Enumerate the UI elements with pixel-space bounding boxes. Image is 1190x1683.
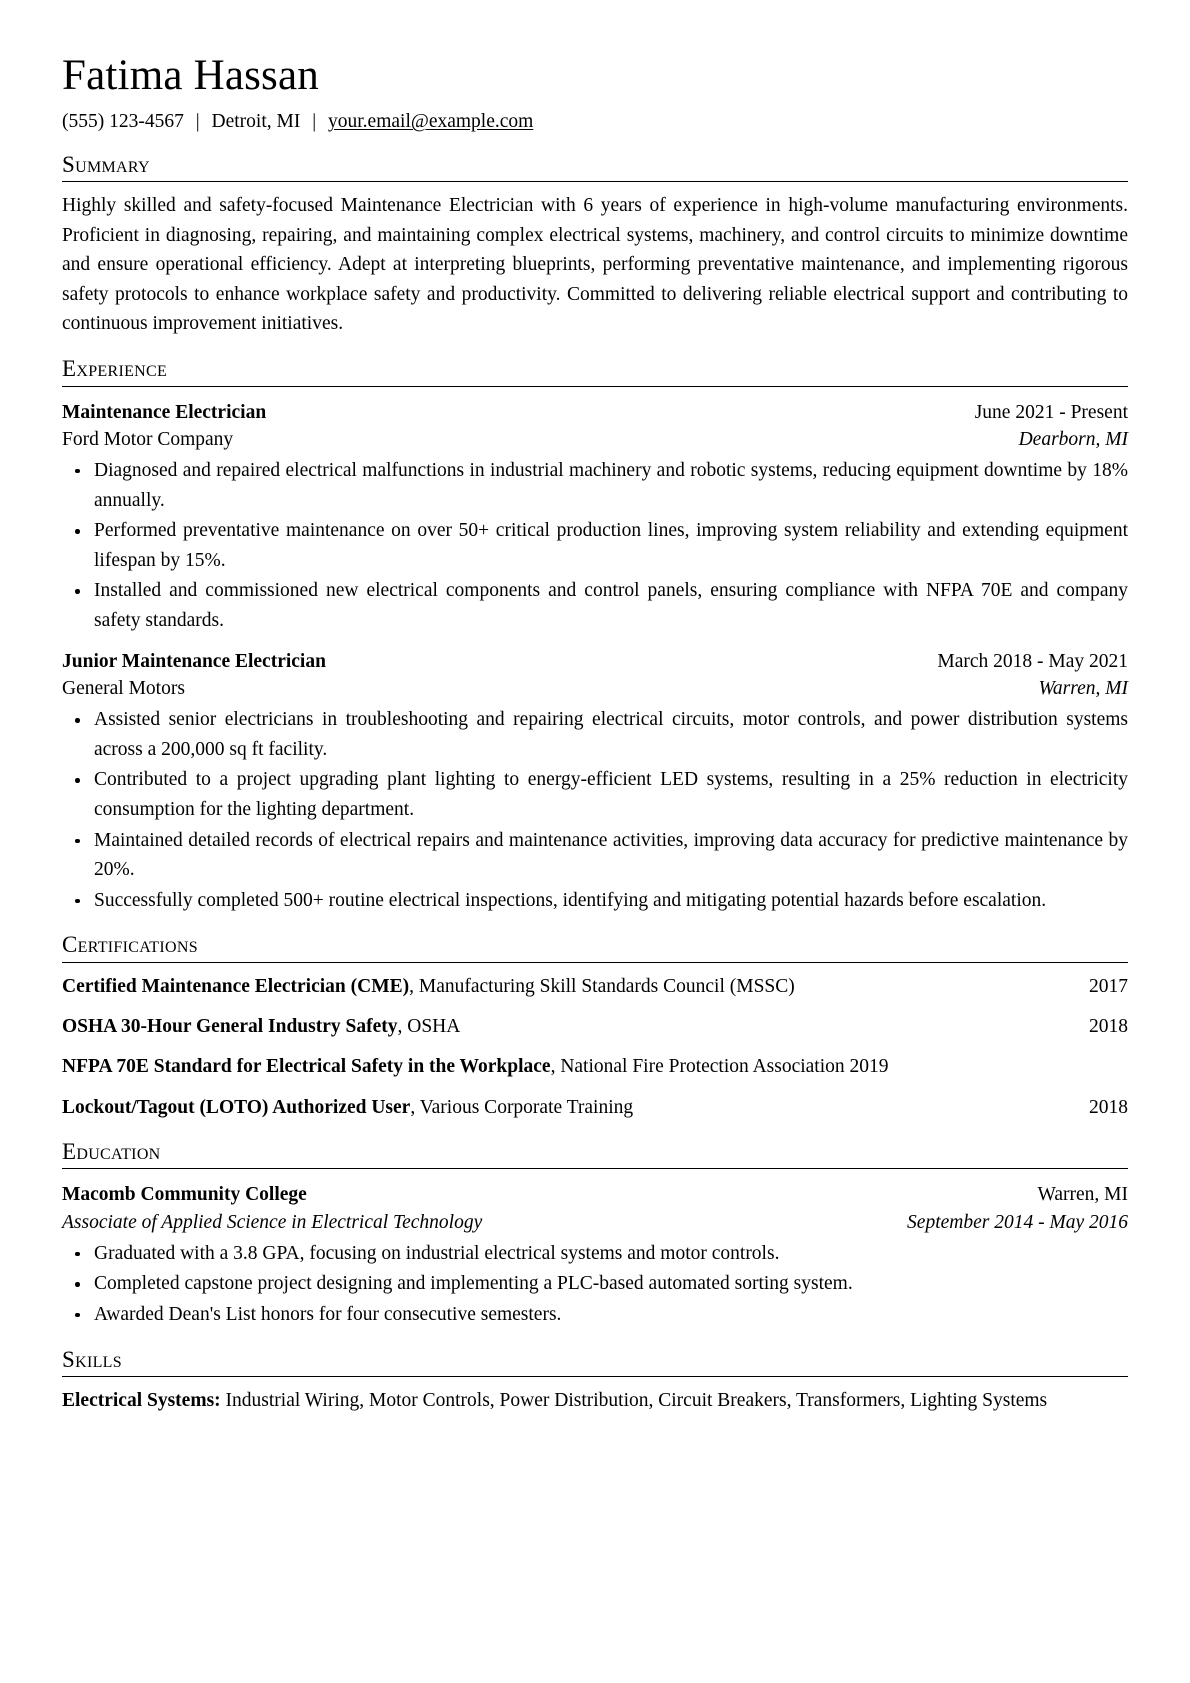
resume-header bbox=[62, 52, 1128, 135]
experience-org-row bbox=[62, 426, 1128, 454]
company-name: Ford Motor Company bbox=[62, 429, 234, 451]
location-text: Detroit, MI bbox=[211, 111, 301, 133]
job-bullet: Diagnosed and repaired electrical malfunctions in industrial machinery and robotic systems, reducing equipment downtime by 18% annually. bbox=[62, 456, 1128, 515]
education-degree-row bbox=[62, 1209, 1128, 1237]
section-rule bbox=[62, 962, 1128, 963]
job-bullet: Contributed to a project upgrading plant lighting to energy-efficient LED systems, resulting in a 25% reduction in electricity consumption for the lighting department. bbox=[62, 765, 1128, 824]
degree-name: Associate of Applied Science in Electrical Technology bbox=[62, 1211, 483, 1233]
certification-year: 2018 bbox=[1089, 1016, 1128, 1038]
job-bullet: Maintained detailed records of electrical repairs and maintenance activities, improving data accuracy for predictive maintenance by 20%. bbox=[62, 826, 1128, 885]
section-rule bbox=[62, 181, 1128, 182]
certification-name: NFPA 70E Standard for Electrical Safety in the Workplace bbox=[62, 1056, 551, 1078]
section-title-summary: Summary bbox=[62, 151, 150, 177]
phone-number: (555) 123-4567 bbox=[62, 111, 184, 133]
education-bullet: Graduated with a 3.8 GPA, focusing on industrial electrical systems and motor controls. bbox=[62, 1239, 1128, 1269]
job-location: Dearborn, MI bbox=[1018, 429, 1128, 451]
job-bullet: Assisted senior electricians in troubleshooting and repairing electrical circuits, motor controls, and power distribution systems across a 200,000 sq ft facility. bbox=[62, 705, 1128, 764]
section-education bbox=[62, 1139, 1128, 1330]
certification-year: 2018 bbox=[1089, 1096, 1128, 1118]
skill-group bbox=[62, 1386, 1128, 1416]
certification-separator: , bbox=[409, 975, 419, 997]
education-bullet: Awarded Dean's List honors for four consecutive semesters. bbox=[62, 1300, 1128, 1330]
job-bullet: Performed preventative maintenance on over 50+ critical production lines, improving system reliability and extending equipment lifespan by 15%. bbox=[62, 516, 1128, 575]
job-title: Maintenance Electrician bbox=[62, 401, 267, 423]
certification-separator: , bbox=[550, 1056, 561, 1078]
section-title-skills: Skills bbox=[62, 1346, 122, 1372]
certification-name: Certified Maintenance Electrician (CME) bbox=[62, 975, 410, 997]
section-rule bbox=[62, 386, 1128, 387]
contact-separator: | bbox=[195, 111, 200, 133]
job-title: Junior Maintenance Electrician bbox=[62, 650, 326, 672]
section-experience bbox=[62, 356, 1128, 915]
certification-name: Lockout/Tagout (LOTO) Authorized User bbox=[62, 1096, 411, 1118]
section-title-certifications: Certifications bbox=[62, 932, 198, 958]
experience-title-row bbox=[62, 399, 1128, 427]
job-dates: March 2018 - May 2021 bbox=[937, 650, 1128, 672]
job-location: Warren, MI bbox=[1038, 678, 1128, 700]
education-school-row bbox=[62, 1181, 1128, 1209]
education-dates: September 2014 - May 2016 bbox=[907, 1211, 1128, 1233]
education-bullet-list bbox=[62, 1239, 1128, 1330]
certification-issuer: National Fire Protection Association bbox=[560, 1056, 845, 1078]
certification-issuer: Manufacturing Skill Standards Council (MSSC) bbox=[418, 975, 795, 997]
certification-item bbox=[62, 1093, 1128, 1122]
certification-issuer: Various Corporate Training bbox=[419, 1096, 634, 1118]
section-rule bbox=[62, 1376, 1128, 1377]
skill-category: Electrical Systems: bbox=[62, 1389, 221, 1411]
certification-separator: , bbox=[410, 1096, 420, 1118]
summary-text: Highly skilled and safety-focused Maintenance Electrician with 6 years of experience in high-volume manufacturing environments. Proficient in diagnosing, repairing, and maintaining complex electrical systems, machinery, and control circuits to minimize downtime and ensure operational efficiency. Adept at interpreting blueprints, performing preventative maintenance, and implementing rigorous safety protocols to enhance workplace safety and productivity. Committed to delivering reliable electrical support and contributing to continuous improvement initiatives. bbox=[62, 194, 1128, 335]
contact-separator: | bbox=[312, 111, 317, 133]
job-dates: June 2021 - Present bbox=[974, 401, 1128, 423]
section-summary bbox=[62, 152, 1128, 340]
certification-issuer: OSHA bbox=[407, 1016, 461, 1038]
section-title-experience: Experience bbox=[62, 356, 168, 382]
certification-item bbox=[62, 1052, 1128, 1081]
experience-entry bbox=[62, 648, 1128, 916]
certification-item bbox=[62, 972, 1128, 1001]
job-bullet-list bbox=[62, 705, 1128, 915]
company-name: General Motors bbox=[62, 678, 185, 700]
experience-title-row bbox=[62, 648, 1128, 676]
email-link[interactable]: your.email@example.com bbox=[328, 111, 534, 133]
job-bullet: Installed and commissioned new electrical components and control panels, ensuring compliance with NFPA 70E and company safety standards. bbox=[62, 576, 1128, 635]
certification-year: 2019 bbox=[849, 1056, 889, 1078]
education-bullet: Completed capstone project designing and implementing a PLC-based automated sorting system. bbox=[62, 1269, 1128, 1299]
candidate-name: Fatima Hassan bbox=[62, 52, 319, 99]
school-location: Warren, MI bbox=[1037, 1184, 1128, 1206]
contact-line bbox=[62, 109, 1128, 134]
section-skills bbox=[62, 1347, 1128, 1416]
certification-separator: , bbox=[397, 1016, 408, 1038]
school-name: Macomb Community College bbox=[62, 1184, 307, 1206]
section-certifications bbox=[62, 932, 1128, 1121]
certification-name: OSHA 30-Hour General Industry Safety bbox=[62, 1016, 398, 1038]
skill-list: Industrial Wiring, Motor Controls, Power Distribution, Circuit Breakers, Transformers, Lighting Systems bbox=[220, 1389, 1048, 1411]
education-entry bbox=[62, 1181, 1128, 1329]
experience-org-row bbox=[62, 675, 1128, 703]
job-bullet-list bbox=[62, 456, 1128, 636]
certification-year: 2017 bbox=[1089, 975, 1128, 997]
section-title-education: Education bbox=[62, 1138, 161, 1164]
experience-entry bbox=[62, 399, 1128, 636]
section-rule bbox=[62, 1168, 1128, 1169]
job-bullet: Successfully completed 500+ routine electrical inspections, identifying and mitigating potential hazards before escalation. bbox=[62, 886, 1128, 916]
certification-item bbox=[62, 1012, 1128, 1041]
